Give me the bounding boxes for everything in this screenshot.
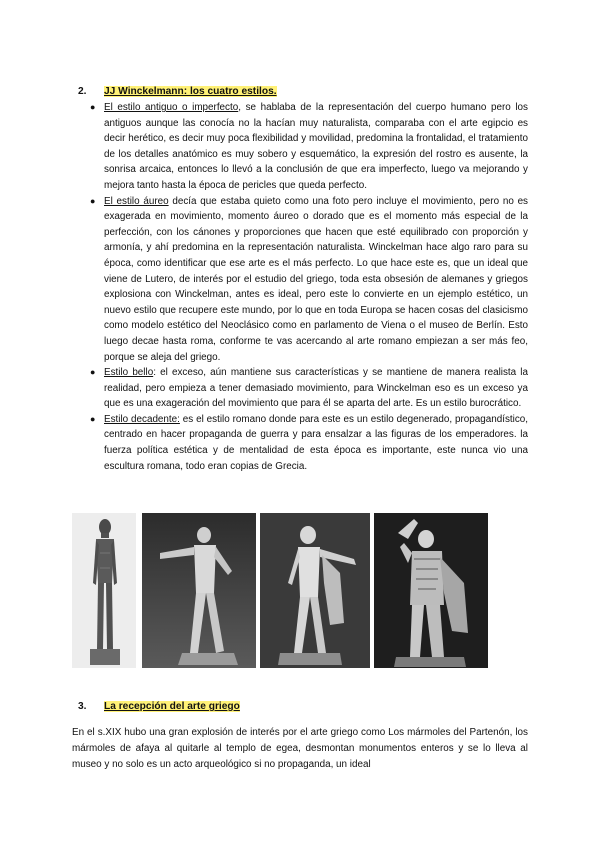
bullet-icon: ●	[90, 195, 96, 206]
augustus-statue-icon	[374, 513, 488, 668]
style-description: : el exceso, aún mantiene sus características y se mantiene de manera realista la realidad, pero empieza a tener demasiado movimiento, para Winckelman eso es un exceso ya que es una exageración del movimiento que para él se aparta del arte. Es un estilo burocrático.	[104, 367, 528, 410]
style-term: Estilo decadente:	[104, 413, 180, 425]
section-2-number: 2.	[78, 86, 87, 97]
style-term: El estilo áureo	[104, 195, 169, 207]
style-description: decía que estaba quieto como una foto pero incluye el movimiento, pero no es exagerada en movimiento, momento áureo o dorado que es el momento más especial de la perfección, con los cánones y proporciones que hacen que esté equilibrado con proporción y armonía, y ahí predomina en la representación naturalista. Winckelman hace algo raro para su época, como identificar que ese arte es el más perfecto. Lo que hace este es, que un ideal que viene de Lutero, de interés por el estudio del griego, toda esta obsesión de alemanes y griegos explosiona con Winckelman, antes es ideal, pero este lo convierte en un ejemplo estético, un nuevo estilo que recupere este mundo, por lo que en toda Europa se hacen cosas del clasicismo como modelo estético del Neoclásico como en parlamento de Viena o el museo de Berlín. Esto luego decae hasta roma, conforme te vas acercando al arte romano empiezan a ser más feo, porque se aleja del griego.	[104, 195, 528, 363]
list-item	[88, 365, 528, 412]
styles-list	[88, 100, 528, 474]
list-item	[88, 412, 528, 474]
kouros-statue-icon	[72, 513, 136, 668]
style-description: , se hablaba de la representación del cuerpo humano pero los antiguos aunque las conocía no la hacían muy naturalista, comparaba con el arte egipcio es decir herético, es decir muy poca flexibilidad y movilidad, predomina la frontalidad, el tratamiento de los detalles anatómico es muy sobero y esquemático, la expresión del rostro es ausente, la sonrisa arcaica, entonces lo llevó a la conclusión de que era imperfecto, luego va mejorando y mejora tanto hasta la época de pericles que queda perfecto.	[104, 102, 528, 191]
striding-nude-statue-icon	[142, 513, 256, 668]
apollo-statue-icon	[260, 513, 370, 668]
style-description: es el estilo romano donde para este es un estilo degenerado, propagandístico, centrado en hacer propaganda de guerra y para ensalzar a las figuras de los emperadores. la fuerza política estética y de mentalidad de esta época es importante, este nunca vio una escultura romana, todo eran copias de Grecia.	[104, 413, 528, 472]
list-item	[88, 194, 528, 366]
style-term: Estilo bello	[104, 367, 154, 379]
section-3-number: 3.	[78, 701, 87, 712]
style-term: El estilo antiguo o imperfecto	[104, 102, 239, 113]
section-2-title: JJ Winckelmann: los cuatro estilos.	[104, 86, 277, 97]
section-3-title: La recepción del arte griego	[104, 701, 240, 712]
bullet-icon: ●	[90, 367, 96, 378]
bullet-icon: ●	[90, 413, 96, 424]
list-item	[88, 100, 528, 194]
section-3-paragraph: En el s.XIX hubo una gran explosión de interés por el arte griego como Los mármoles del Partenón, los mármoles de afaya al quitarle al templo de egea, desmontan monumentos enteros y se lo lleva al museo y no solo es un acto arqueológico si no propaganda, un ideal	[72, 727, 528, 770]
bullet-icon: ●	[90, 102, 96, 112]
